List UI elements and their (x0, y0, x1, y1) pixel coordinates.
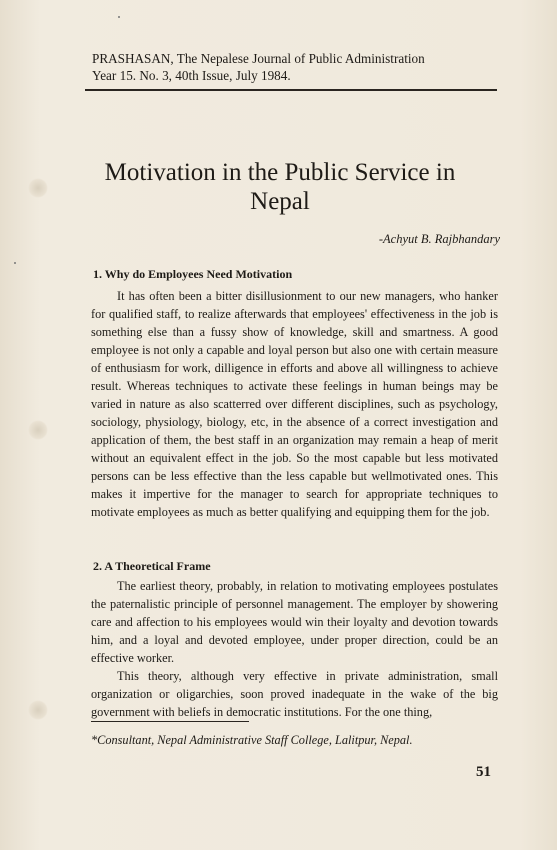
section-2-paragraph-1: The earliest theory, probably, in relation to motivating employees postulates the paternalistic principle of personnel management. The employer by showering care and affection to his employees would win their loyalty and devotion towards him, and a loyal and devoted employee, under proper direction, could be an effective worker. (91, 579, 498, 665)
journal-header-line2: Year 15. No. 3, 40th Issue, July 1984. (92, 68, 291, 83)
article-title (60, 158, 500, 216)
footnote: *Consultant, Nepal Administrative Staff College, Lalitpur, Nepal. (91, 733, 413, 747)
binding-hole (28, 178, 48, 198)
footnote-rule (91, 721, 249, 722)
section-1-paragraph: It has often been a bitter disillusionment to our new managers, who hanker for qualified staff, to realize afterwards that employees' effectiveness in the job is something else than a fussy show of knowledge, skill and smartness. A good employee is not only a capable and loyal person but also one with certain measure of enthusiasm for work, dilligence in efforts and above all willingness to achieve result. Whereas techniques to activate these feelings in human beings may be varied in nature as also scatterred over different disciplines, such as psychology, sociology, physiology, biology, etc, in the absence of a correct investigation and application of them, the best staff in an organization may remain a heap of merit without an equivalent effect in the job. So the most capable but less motivated persons can be less effective than the less capable but wellmotivated ones. This makes it impertive for the manager to search for appropriate techniques to motivate employees as much as better qualifying and equipping them for the job. (91, 289, 498, 519)
header-rule (85, 89, 497, 91)
section-heading-1: 1. Why do Employees Need Motivation (93, 267, 293, 281)
journal-header-line1: PRASHASAN, The Nepalese Journal of Public Administration (92, 51, 425, 66)
section-2-body (91, 577, 498, 721)
journal-header (92, 50, 492, 84)
article-title-line2: Nepal (250, 188, 310, 215)
paper-speck (118, 16, 120, 18)
author-byline: -Achyut B. Rajbhandary (378, 232, 500, 246)
section-2-paragraph-2: This theory, although very effective in private administration, small organization or oligarchies, soon proved inadequate in the wake of the big government with beliefs in democratic institutions. For the one thing, (91, 669, 498, 719)
page-number: 51 (476, 764, 491, 780)
binding-hole (28, 420, 48, 440)
binding-hole (28, 700, 48, 720)
section-heading-2: 2. A Theoretical Frame (93, 559, 211, 573)
article-title-line1: Motivation in the Public Service in (104, 159, 456, 186)
paper-speck (14, 262, 16, 264)
section-1-body (91, 287, 498, 521)
